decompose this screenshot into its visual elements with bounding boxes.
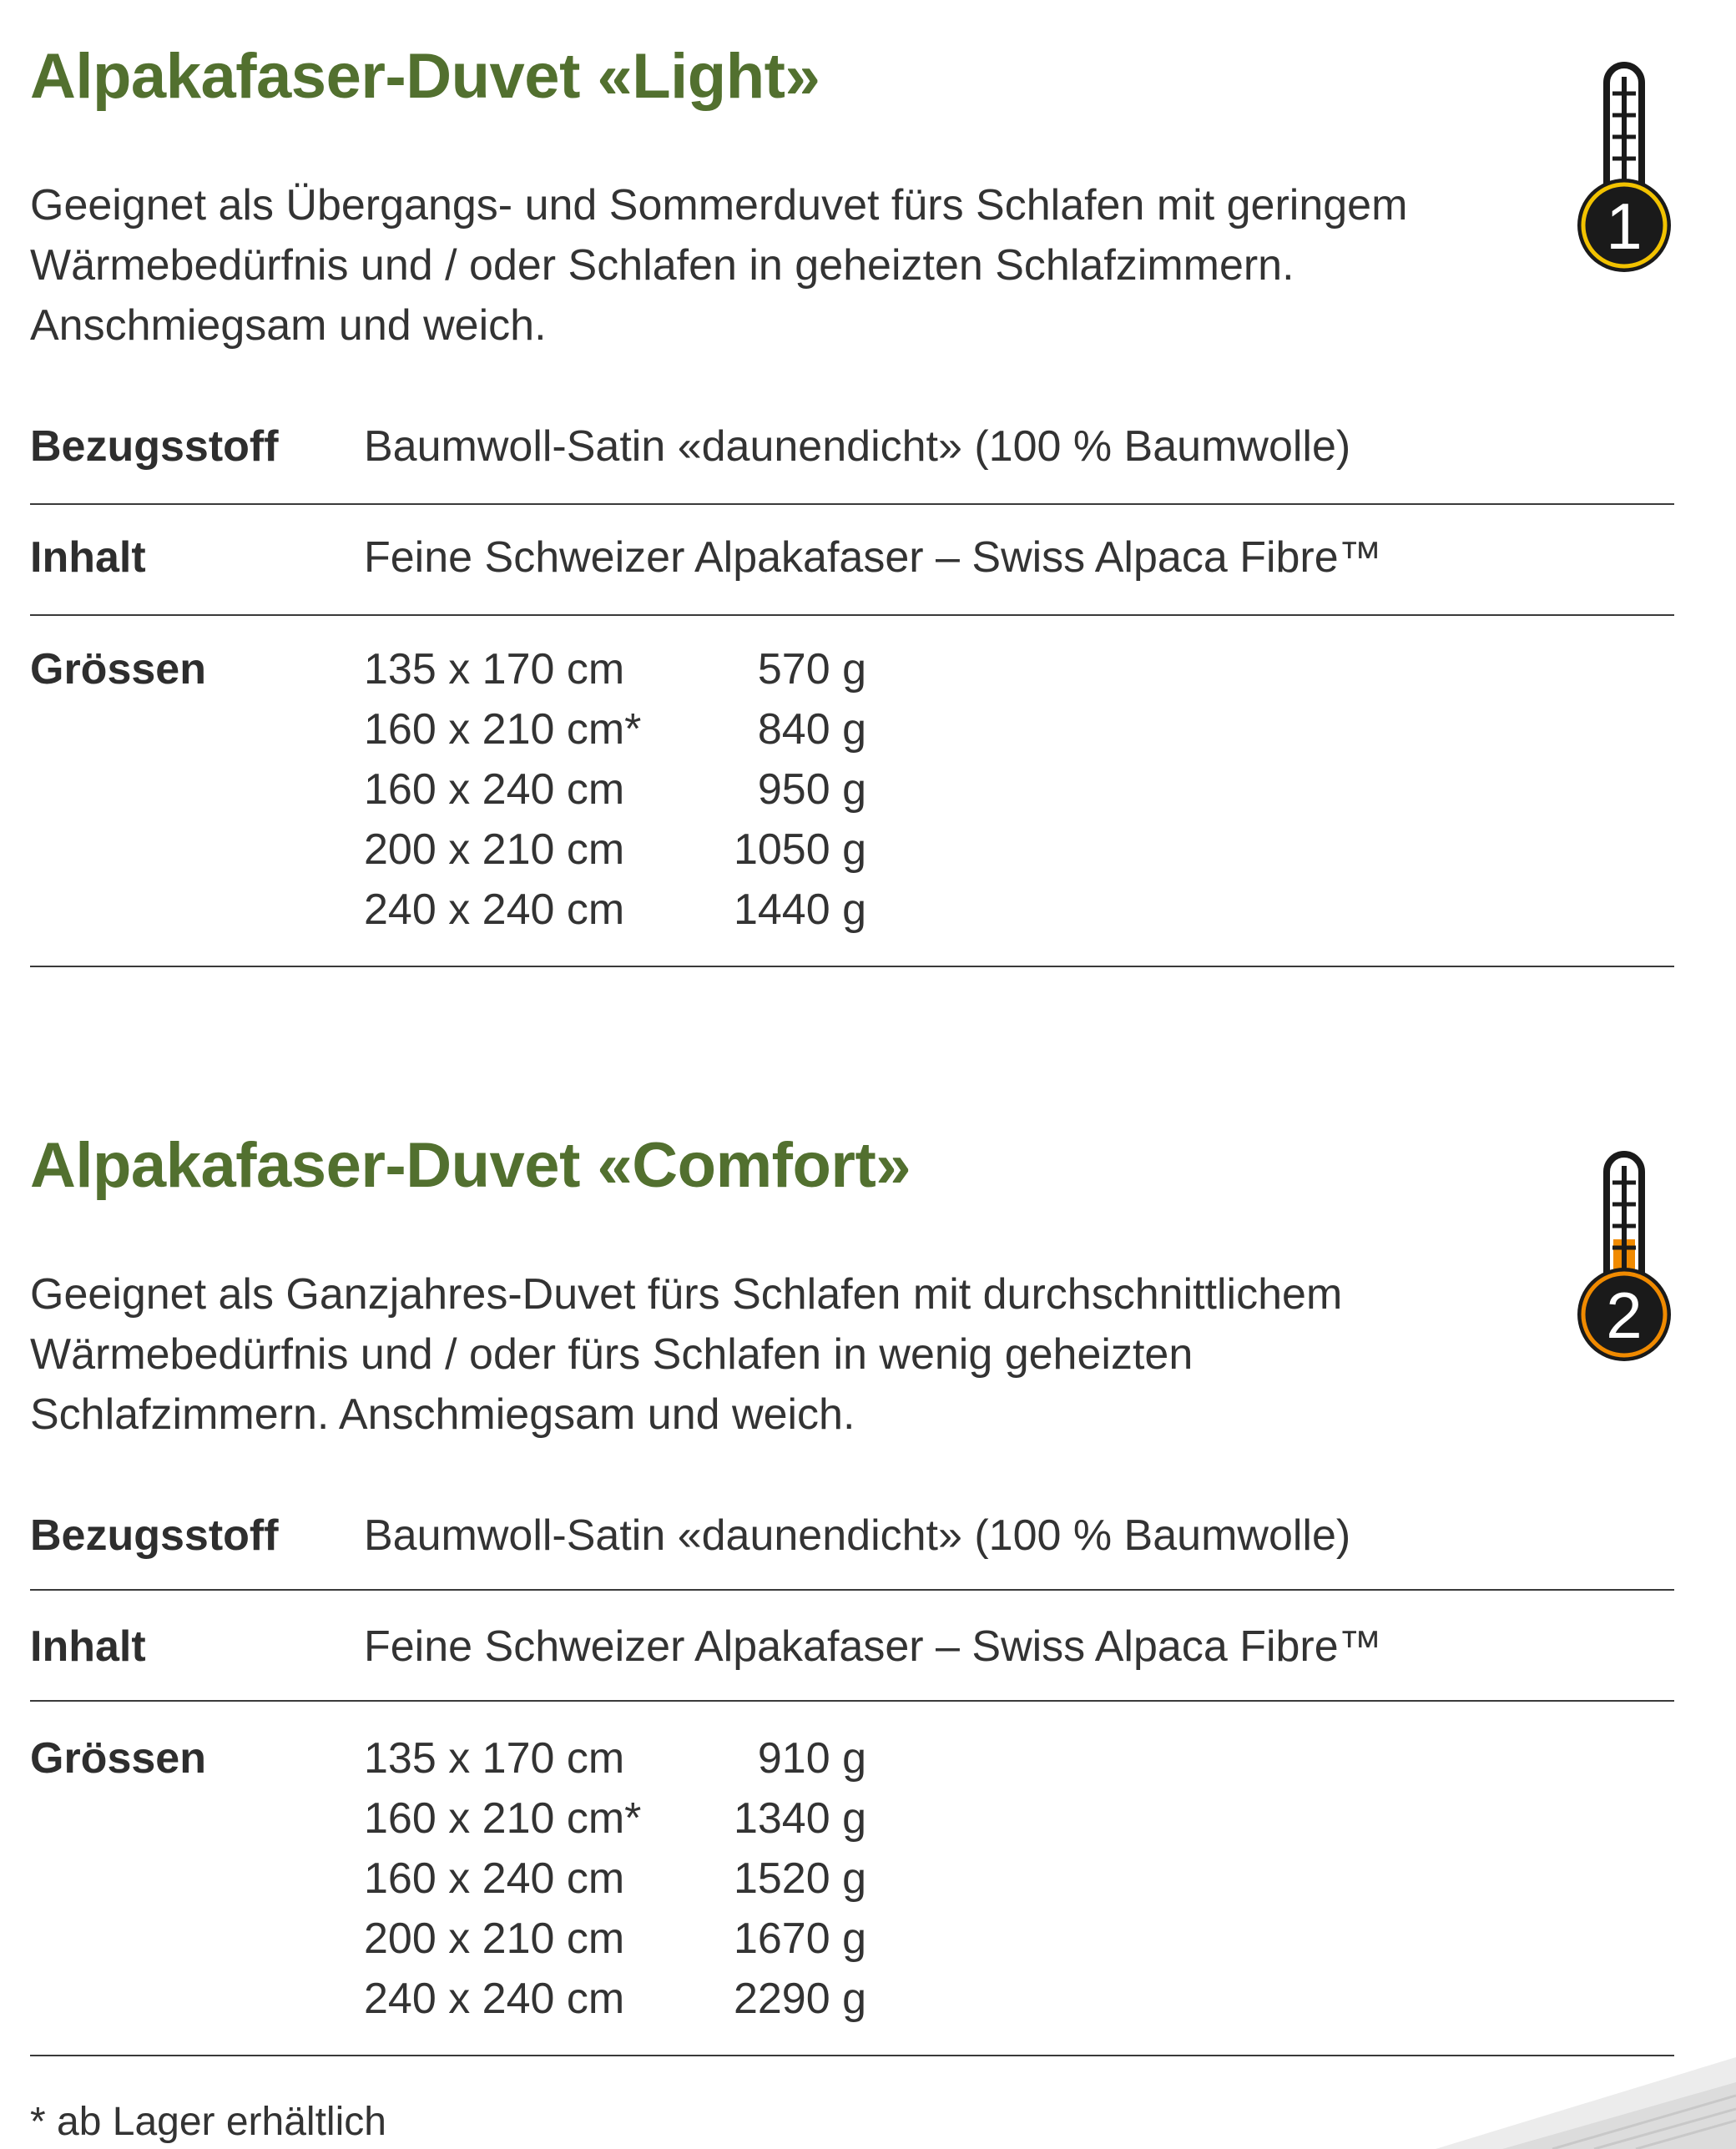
product-description (30, 175, 1532, 356)
size-dimension: 160 x 210 cm* (364, 705, 642, 754)
divider (30, 614, 1674, 616)
description-line: Geeignet als Ganzjahres-Duvet fürs Schlafen mit durchschnittlichem (30, 1270, 1343, 1319)
sizes-list (364, 1733, 948, 2034)
size-row (364, 1793, 948, 1854)
size-dimension: 135 x 170 cm (364, 1734, 625, 1783)
product-description (30, 1264, 1532, 1445)
spec-label: Bezugsstoff (30, 422, 279, 471)
size-weight: 910 g (757, 1734, 866, 1783)
size-weight: 570 g (757, 645, 866, 694)
footnote: * ab Lager erhältlich (30, 2100, 386, 2144)
size-dimension: 240 x 240 cm (364, 1975, 625, 2023)
thermometer-icon (1566, 1148, 1683, 1365)
spec-value: Feine Schweizer Alpakafaser – Swiss Alpaca Fibre™ (364, 1622, 1382, 1671)
size-dimension: 160 x 210 cm* (364, 1794, 642, 1843)
spec-label: Inhalt (30, 533, 146, 582)
size-row (364, 704, 948, 764)
description-line: Wärmebedürfnis und / oder Schlafen in geheizten Schlafzimmern. (30, 241, 1294, 290)
size-row (364, 885, 948, 945)
size-weight: 1520 g (733, 1854, 866, 1903)
size-dimension: 135 x 170 cm (364, 645, 625, 694)
divider (30, 503, 1674, 505)
size-weight: 1440 g (733, 885, 866, 934)
product-title: Alpakafaser-Duvet «Light» (30, 41, 820, 112)
spec-value: Baumwoll-Satin «daunendicht» (100 % Baumwolle) (364, 422, 1351, 471)
divider (30, 1589, 1674, 1591)
spec-label: Grössen (30, 1734, 206, 1783)
size-row (364, 1914, 948, 1974)
size-row (364, 764, 948, 825)
thermometer-level-1-graphic (1566, 58, 1683, 275)
description-line: Anschmiegsam und weich. (30, 301, 547, 350)
spec-label: Grössen (30, 645, 206, 694)
size-row (364, 1974, 948, 2034)
size-dimension: 200 x 210 cm (364, 1914, 625, 1963)
size-weight: 840 g (757, 705, 866, 754)
size-row (364, 1854, 948, 1914)
size-weight: 1670 g (733, 1914, 866, 1963)
size-weight: 2290 g (733, 1975, 866, 2023)
product-title: Alpakafaser-Duvet «Comfort» (30, 1130, 911, 1201)
divider (30, 966, 1674, 967)
size-row (364, 825, 948, 885)
size-weight: 1050 g (733, 825, 866, 874)
size-weight: 950 g (757, 765, 866, 814)
description-line: Wärmebedürfnis und / oder fürs Schlafen in wenig geheizten (30, 1330, 1194, 1379)
size-row (364, 1733, 948, 1793)
size-dimension: 240 x 240 cm (364, 885, 625, 934)
spec-value: Baumwoll-Satin «daunendicht» (100 % Baumwolle) (364, 1511, 1351, 1560)
thermometer-level-2-graphic (1566, 1148, 1683, 1365)
divider (30, 1700, 1674, 1702)
thermometer-icon (1566, 58, 1683, 275)
spec-label: Bezugsstoff (30, 1511, 279, 1560)
size-dimension: 200 x 210 cm (364, 825, 625, 874)
description-line: Geeignet als Übergangs- und Sommerduvet fürs Schlafen mit geringem (30, 181, 1408, 230)
description-line: Schlafzimmern. Anschmiegsam und weich. (30, 1390, 855, 1439)
warmth-level-number: 1 (1606, 189, 1643, 263)
spec-value: Feine Schweizer Alpakafaser – Swiss Alpaca Fibre™ (364, 533, 1382, 582)
size-row (364, 644, 948, 704)
spec-label: Inhalt (30, 1622, 146, 1671)
size-weight: 1340 g (733, 1794, 866, 1843)
size-dimension: 160 x 240 cm (364, 1854, 625, 1903)
size-dimension: 160 x 240 cm (364, 765, 625, 814)
sizes-list (364, 644, 948, 945)
warmth-level-number: 2 (1606, 1279, 1643, 1352)
fabric-corner-decoration (1335, 2032, 1736, 2149)
